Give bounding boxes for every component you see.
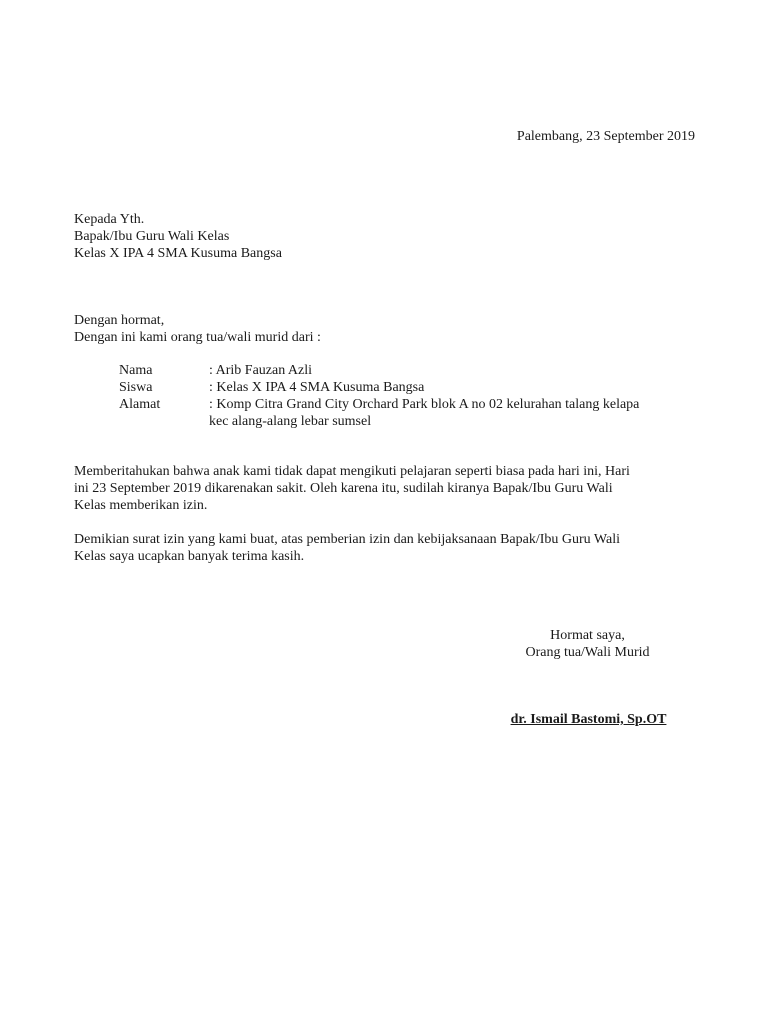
body-paragraph-2 (74, 531, 688, 565)
detail-row-class (119, 379, 699, 396)
signatory-name: dr. Ismail Bastomi, Sp.OT (510, 712, 667, 727)
closing-line: Hormat saya, (550, 628, 625, 643)
detail-value: : Kelas X IPA 4 SMA Kusuma Bangsa (209, 380, 425, 395)
salutation-block (74, 312, 694, 346)
detail-row-address-cont (119, 413, 699, 430)
place-date: Palembang, 23 September 2019 (516, 129, 695, 144)
closing-block (500, 627, 675, 661)
detail-row-name (119, 362, 699, 379)
body-line: Memberitahukan bahwa anak kami tidak dapat mengikuti pelajaran seperti biasa pada hari ini, Hari (74, 464, 630, 479)
detail-value: : Arib Fauzan Azli (209, 363, 313, 378)
recipient-line: Bapak/Ibu Guru Wali Kelas (74, 229, 230, 244)
detail-label: Nama (119, 363, 153, 378)
recipient-line: Kepada Yth. (74, 212, 145, 227)
student-details (119, 362, 699, 430)
body-line: ini 23 September 2019 dikarenakan sakit. Oleh karena itu, sudilah kiranya Bapak/Ibu Guru Wali (74, 481, 613, 496)
greeting: Dengan hormat, (74, 313, 165, 328)
recipient-line: Kelas X IPA 4 SMA Kusuma Bangsa (74, 246, 282, 261)
body-line: Kelas memberikan izin. (74, 498, 208, 513)
body-line: Kelas saya ucapkan banyak terima kasih. (74, 549, 305, 564)
intro-text: Dengan ini kami orang tua/wali murid dari : (74, 330, 321, 345)
detail-label: Siswa (119, 380, 153, 395)
detail-value: : Komp Citra Grand City Orchard Park blok A no 02 kelurahan talang kelapa (209, 397, 640, 412)
detail-label-empty (119, 413, 209, 430)
body-line: Demikian surat izin yang kami buat, atas pemberian izin dan kebijaksanaan Bapak/Ibu Guru Wali (74, 532, 620, 547)
detail-row-address (119, 396, 699, 413)
body-paragraph-1 (74, 463, 688, 514)
recipient-block (74, 211, 694, 262)
detail-label: Alamat (119, 397, 161, 412)
closing-line: Orang tua/Wali Murid (525, 645, 650, 660)
detail-value: kec alang-alang lebar sumsel (209, 414, 372, 429)
